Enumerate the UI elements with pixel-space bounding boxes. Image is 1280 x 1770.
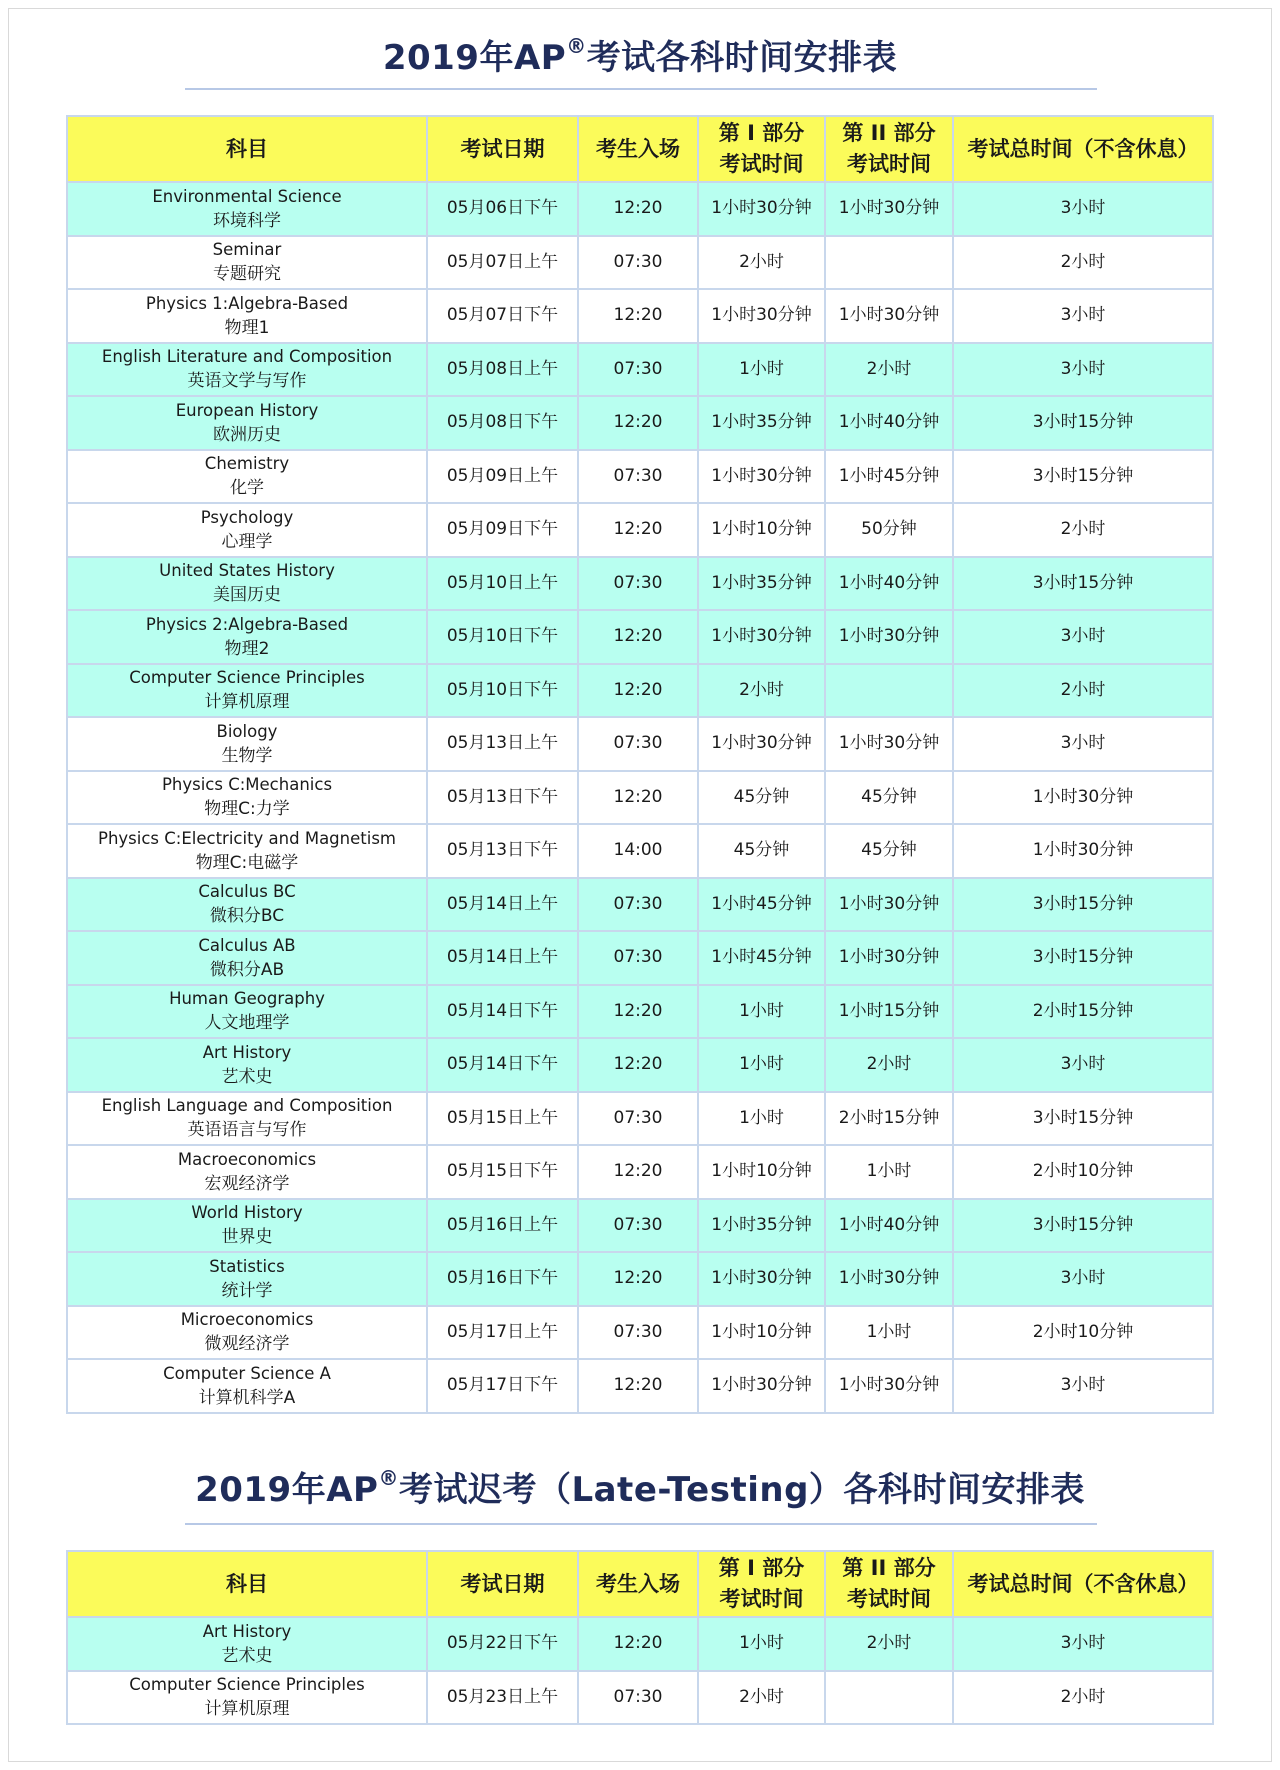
subject-chinese: 英语语言与写作 <box>187 1120 307 1141</box>
subject-cell <box>67 450 427 504</box>
subject-chinese: 物理1 <box>224 317 270 338</box>
total-duration-cell: 3小时15分钟 <box>953 450 1213 504</box>
part2-duration-cell: 50分钟 <box>825 503 953 557</box>
total-duration-cell: 3小时15分钟 <box>953 1092 1213 1146</box>
part2-duration-cell: 1小时45分钟 <box>825 450 953 504</box>
subject-english: European History <box>175 400 319 420</box>
subject-english: Statistics <box>209 1256 285 1276</box>
table-row <box>67 985 1213 1039</box>
title-divider-late <box>185 1523 1097 1525</box>
table-row <box>67 396 1213 450</box>
entry-time-cell: 07:30 <box>578 343 698 397</box>
part1-duration-cell: 1小时35分钟 <box>698 396 825 450</box>
date-cell: 05月15日下午 <box>427 1145 578 1199</box>
total-duration-cell: 3小时 <box>953 1038 1213 1092</box>
table-row <box>67 1092 1213 1146</box>
subject-english: World History <box>191 1203 303 1223</box>
header-date: 考试日期 <box>427 1551 578 1617</box>
total-duration-cell: 2小时15分钟 <box>953 985 1213 1039</box>
date-cell: 05月17日下午 <box>427 1359 578 1413</box>
subject-chinese: 物理C:力学 <box>204 799 290 820</box>
subject-cell <box>67 824 427 878</box>
total-duration-cell: 3小时 <box>953 717 1213 771</box>
subject-chinese: 微积分AB <box>209 959 285 980</box>
subject-cell <box>67 557 427 611</box>
subject-chinese: 化学 <box>230 478 264 499</box>
part1-duration-cell: 45分钟 <box>698 824 825 878</box>
total-duration-cell: 3小时15分钟 <box>953 1199 1213 1253</box>
subject-cell <box>67 1145 427 1199</box>
entry-time-cell: 07:30 <box>578 557 698 611</box>
date-cell: 05月09日下午 <box>427 503 578 557</box>
subject-cell <box>67 931 427 985</box>
schedule-header <box>67 116 1213 182</box>
date-cell: 05月10日上午 <box>427 557 578 611</box>
part1-duration-cell: 1小时30分钟 <box>698 610 825 664</box>
total-duration-cell: 1小时30分钟 <box>953 824 1213 878</box>
part1-duration-cell: 1小时10分钟 <box>698 503 825 557</box>
date-cell: 05月07日上午 <box>427 236 578 290</box>
date-cell: 05月16日下午 <box>427 1252 578 1306</box>
entry-time-cell: 12:20 <box>578 182 698 236</box>
total-duration-cell: 3小时15分钟 <box>953 557 1213 611</box>
subject-chinese: 计算机原理 <box>204 1699 290 1720</box>
late-body <box>67 1617 1213 1724</box>
subject-english: Environmental Science <box>152 186 342 206</box>
table-row <box>67 1199 1213 1253</box>
subject-cell <box>67 503 427 557</box>
total-duration-cell: 3小时 <box>953 1252 1213 1306</box>
part1-duration-cell: 1小时35分钟 <box>698 557 825 611</box>
part1-duration-cell: 1小时30分钟 <box>698 450 825 504</box>
part2-duration-cell: 1小时30分钟 <box>825 1252 953 1306</box>
part2-duration-cell: 2小时15分钟 <box>825 1092 953 1146</box>
subject-cell <box>67 1359 427 1413</box>
date-cell: 05月07日下午 <box>427 289 578 343</box>
part1-duration-cell: 1小时10分钟 <box>698 1145 825 1199</box>
schedule-body <box>67 182 1213 1413</box>
header-subject: 科目 <box>67 116 427 182</box>
subject-english: Physics 1:Algebra-Based <box>145 293 349 313</box>
subject-english: United States History <box>159 561 335 581</box>
entry-time-cell: 07:30 <box>578 931 698 985</box>
total-duration-cell: 3小时 <box>953 610 1213 664</box>
part1-duration-cell: 1小时30分钟 <box>698 1252 825 1306</box>
entry-time-cell: 07:30 <box>578 450 698 504</box>
part2-duration-cell: 1小时 <box>825 1145 953 1199</box>
subject-chinese: 心理学 <box>221 531 273 552</box>
subject-chinese: 宏观经济学 <box>204 1173 290 1194</box>
table-row <box>67 878 1213 932</box>
header-part2: 第 II 部分 考试时间 <box>825 116 953 182</box>
date-cell: 05月13日上午 <box>427 717 578 771</box>
part2-duration-cell: 1小时40分钟 <box>825 1199 953 1253</box>
subject-cell <box>67 610 427 664</box>
subject-chinese: 微积分BC <box>209 906 285 927</box>
part2-duration-cell <box>825 1671 953 1725</box>
entry-time-cell: 12:20 <box>578 1359 698 1413</box>
date-cell: 05月06日下午 <box>427 182 578 236</box>
entry-time-cell: 07:30 <box>578 1092 698 1146</box>
date-cell: 05月15日上午 <box>427 1092 578 1146</box>
subject-cell <box>67 1199 427 1253</box>
late-header <box>67 1551 1213 1617</box>
header-row <box>67 116 1213 182</box>
entry-time-cell: 12:20 <box>578 1145 698 1199</box>
table-row <box>67 236 1213 290</box>
entry-time-cell: 12:20 <box>578 503 698 557</box>
part2-duration-cell: 1小时40分钟 <box>825 557 953 611</box>
header-total: 考试总时间（不含休息） <box>953 1551 1213 1617</box>
part2-duration-cell: 45分钟 <box>825 824 953 878</box>
entry-time-cell: 12:20 <box>578 985 698 1039</box>
table-row <box>67 664 1213 718</box>
subject-chinese: 艺术史 <box>221 1645 273 1666</box>
part1-duration-cell: 1小时45分钟 <box>698 931 825 985</box>
table-row <box>67 610 1213 664</box>
subject-english: Chemistry <box>204 454 290 474</box>
table-row <box>67 503 1213 557</box>
subject-english: Microeconomics <box>180 1310 314 1330</box>
subject-english: Psychology <box>200 507 294 527</box>
part1-duration-cell: 2小时 <box>698 1671 825 1725</box>
date-cell: 05月09日上午 <box>427 450 578 504</box>
subject-english: Art History <box>202 1621 292 1641</box>
part2-duration-cell: 1小时30分钟 <box>825 610 953 664</box>
subject-cell <box>67 1252 427 1306</box>
date-cell: 05月23日上午 <box>427 1671 578 1725</box>
total-duration-cell: 3小时 <box>953 1359 1213 1413</box>
total-duration-cell: 2小时10分钟 <box>953 1306 1213 1360</box>
subject-cell <box>67 1617 427 1671</box>
date-cell: 05月14日下午 <box>427 985 578 1039</box>
entry-time-cell: 07:30 <box>578 1671 698 1725</box>
date-cell: 05月10日下午 <box>427 610 578 664</box>
part2-duration-cell: 1小时30分钟 <box>825 878 953 932</box>
schedule-table <box>66 115 1214 1414</box>
part2-duration-cell: 2小时 <box>825 343 953 397</box>
date-cell: 05月14日下午 <box>427 1038 578 1092</box>
part1-duration-cell: 1小时30分钟 <box>698 1359 825 1413</box>
table-row <box>67 717 1213 771</box>
subject-english: Biology <box>216 721 278 741</box>
subject-english: Computer Science Principles <box>129 668 365 688</box>
total-duration-cell: 3小时15分钟 <box>953 878 1213 932</box>
subject-chinese: 欧洲历史 <box>213 424 281 445</box>
part1-duration-cell: 1小时45分钟 <box>698 878 825 932</box>
subject-chinese: 英语文学与写作 <box>187 371 307 392</box>
subject-english: Physics C:Mechanics <box>161 775 333 795</box>
subject-chinese: 物理2 <box>224 638 270 659</box>
table-row <box>67 1617 1213 1671</box>
subject-chinese: 统计学 <box>221 1280 273 1301</box>
entry-time-cell: 07:30 <box>578 717 698 771</box>
subject-english: Macroeconomics <box>177 1149 317 1169</box>
subject-chinese: 物理C:电磁学 <box>195 852 299 873</box>
entry-time-cell: 12:20 <box>578 396 698 450</box>
total-duration-cell: 3小时15分钟 <box>953 931 1213 985</box>
table-row <box>67 343 1213 397</box>
part2-duration-cell: 2小时 <box>825 1617 953 1671</box>
part1-duration-cell: 1小时10分钟 <box>698 1306 825 1360</box>
subject-chinese: 计算机原理 <box>204 692 290 713</box>
total-duration-cell: 1小时30分钟 <box>953 771 1213 825</box>
subject-cell <box>67 236 427 290</box>
total-duration-cell: 3小时 <box>953 1617 1213 1671</box>
subject-english: Physics 2:Algebra-Based <box>145 614 349 634</box>
subject-chinese: 计算机科学A <box>198 1387 296 1408</box>
subject-cell <box>67 396 427 450</box>
total-duration-cell: 2小时 <box>953 1671 1213 1725</box>
subject-english: Calculus BC <box>198 882 296 902</box>
table-row <box>67 824 1213 878</box>
part1-duration-cell: 1小时 <box>698 1617 825 1671</box>
header-part2: 第 II 部分 考试时间 <box>825 1551 953 1617</box>
part2-duration-cell: 1小时30分钟 <box>825 931 953 985</box>
part1-duration-cell: 1小时30分钟 <box>698 289 825 343</box>
entry-time-cell: 07:30 <box>578 878 698 932</box>
subject-cell <box>67 664 427 718</box>
subject-cell <box>67 878 427 932</box>
subject-cell <box>67 182 427 236</box>
subject-cell <box>67 771 427 825</box>
subject-chinese: 专题研究 <box>213 264 281 285</box>
part2-duration-cell: 1小时30分钟 <box>825 717 953 771</box>
part2-duration-cell: 1小时30分钟 <box>825 182 953 236</box>
late-testing-table <box>66 1550 1214 1725</box>
table-row <box>67 1671 1213 1725</box>
subject-chinese: 人文地理学 <box>204 1013 290 1034</box>
subject-chinese: 世界史 <box>221 1227 273 1248</box>
total-duration-cell: 3小时15分钟 <box>953 396 1213 450</box>
header-total: 考试总时间（不含休息） <box>953 116 1213 182</box>
table-row <box>67 289 1213 343</box>
date-cell: 05月08日下午 <box>427 396 578 450</box>
entry-time-cell: 12:20 <box>578 1252 698 1306</box>
total-duration-cell: 2小时 <box>953 503 1213 557</box>
date-cell: 05月16日上午 <box>427 1199 578 1253</box>
subject-english: Seminar <box>212 240 282 260</box>
total-duration-cell: 2小时 <box>953 664 1213 718</box>
part2-duration-cell: 45分钟 <box>825 771 953 825</box>
header-part1: 第 I 部分 考试时间 <box>698 116 825 182</box>
entry-time-cell: 12:20 <box>578 1617 698 1671</box>
table-row <box>67 1306 1213 1360</box>
table-row <box>67 1252 1213 1306</box>
subject-chinese: 艺术史 <box>221 1066 273 1087</box>
header-row <box>67 1551 1213 1617</box>
header-date: 考试日期 <box>427 116 578 182</box>
part1-duration-cell: 1小时30分钟 <box>698 182 825 236</box>
subject-cell <box>67 343 427 397</box>
subject-cell <box>67 1671 427 1725</box>
subject-english: Physics C:Electricity and Magnetism <box>98 828 396 848</box>
table-row <box>67 771 1213 825</box>
entry-time-cell: 12:20 <box>578 289 698 343</box>
total-duration-cell: 3小时 <box>953 343 1213 397</box>
header-entry: 考生入场 <box>578 1551 698 1617</box>
date-cell: 05月08日上午 <box>427 343 578 397</box>
total-duration-cell: 2小时10分钟 <box>953 1145 1213 1199</box>
entry-time-cell: 12:20 <box>578 610 698 664</box>
part1-duration-cell: 2小时 <box>698 664 825 718</box>
part2-duration-cell <box>825 236 953 290</box>
subject-chinese: 环境科学 <box>213 210 281 231</box>
subject-chinese: 美国历史 <box>213 585 281 606</box>
part1-duration-cell: 2小时 <box>698 236 825 290</box>
part2-duration-cell: 1小时 <box>825 1306 953 1360</box>
date-cell: 05月14日上午 <box>427 878 578 932</box>
part1-duration-cell: 1小时 <box>698 985 825 1039</box>
header-subject: 科目 <box>67 1551 427 1617</box>
header-part1: 第 I 部分 考试时间 <box>698 1551 825 1617</box>
subject-english: Computer Science Principles <box>129 1675 365 1695</box>
date-cell: 05月17日上午 <box>427 1306 578 1360</box>
table-row <box>67 182 1213 236</box>
part1-duration-cell: 1小时 <box>698 1038 825 1092</box>
subject-english: Computer Science A <box>163 1363 331 1383</box>
subject-cell <box>67 717 427 771</box>
subject-cell <box>67 1306 427 1360</box>
entry-time-cell: 07:30 <box>578 236 698 290</box>
table-row <box>67 557 1213 611</box>
entry-time-cell: 12:20 <box>578 1038 698 1092</box>
date-cell: 05月10日下午 <box>427 664 578 718</box>
subject-chinese: 生物学 <box>221 745 273 766</box>
table-row <box>67 1145 1213 1199</box>
entry-time-cell: 12:20 <box>578 771 698 825</box>
part2-duration-cell: 1小时40分钟 <box>825 396 953 450</box>
subject-english: Art History <box>202 1042 292 1062</box>
date-cell: 05月13日下午 <box>427 824 578 878</box>
part1-duration-cell: 1小时35分钟 <box>698 1199 825 1253</box>
subject-english: Calculus AB <box>198 935 296 955</box>
entry-time-cell: 14:00 <box>578 824 698 878</box>
part2-duration-cell: 1小时15分钟 <box>825 985 953 1039</box>
subject-cell <box>67 289 427 343</box>
date-cell: 05月13日下午 <box>427 771 578 825</box>
title-divider <box>185 88 1097 90</box>
part2-duration-cell: 2小时 <box>825 1038 953 1092</box>
subject-cell <box>67 985 427 1039</box>
date-cell: 05月22日下午 <box>427 1617 578 1671</box>
entry-time-cell: 07:30 <box>578 1306 698 1360</box>
subject-cell <box>67 1038 427 1092</box>
table-row <box>67 1359 1213 1413</box>
subject-english: English Language and Composition <box>101 1096 393 1116</box>
header-entry: 考生入场 <box>578 116 698 182</box>
part2-duration-cell: 1小时30分钟 <box>825 1359 953 1413</box>
table-row <box>67 450 1213 504</box>
subject-cell <box>67 1092 427 1146</box>
main-title: 2019年AP®考试各科时间安排表 <box>382 33 898 78</box>
part1-duration-cell: 1小时 <box>698 343 825 397</box>
date-cell: 05月14日上午 <box>427 931 578 985</box>
entry-time-cell: 12:20 <box>578 664 698 718</box>
subject-chinese: 微观经济学 <box>204 1334 290 1355</box>
part1-duration-cell: 1小时 <box>698 1092 825 1146</box>
part1-duration-cell: 1小时30分钟 <box>698 717 825 771</box>
subject-english: Human Geography <box>169 989 325 1009</box>
late-testing-title: 2019年AP®考试迟考（Late-Testing）各科时间安排表 <box>195 1465 1085 1510</box>
part1-duration-cell: 45分钟 <box>698 771 825 825</box>
entry-time-cell: 07:30 <box>578 1199 698 1253</box>
table-row <box>67 931 1213 985</box>
total-duration-cell: 3小时 <box>953 289 1213 343</box>
part2-duration-cell <box>825 664 953 718</box>
total-duration-cell: 3小时 <box>953 182 1213 236</box>
table-row <box>67 1038 1213 1092</box>
total-duration-cell: 2小时 <box>953 236 1213 290</box>
part2-duration-cell: 1小时30分钟 <box>825 289 953 343</box>
subject-english: English Literature and Composition <box>101 347 393 367</box>
